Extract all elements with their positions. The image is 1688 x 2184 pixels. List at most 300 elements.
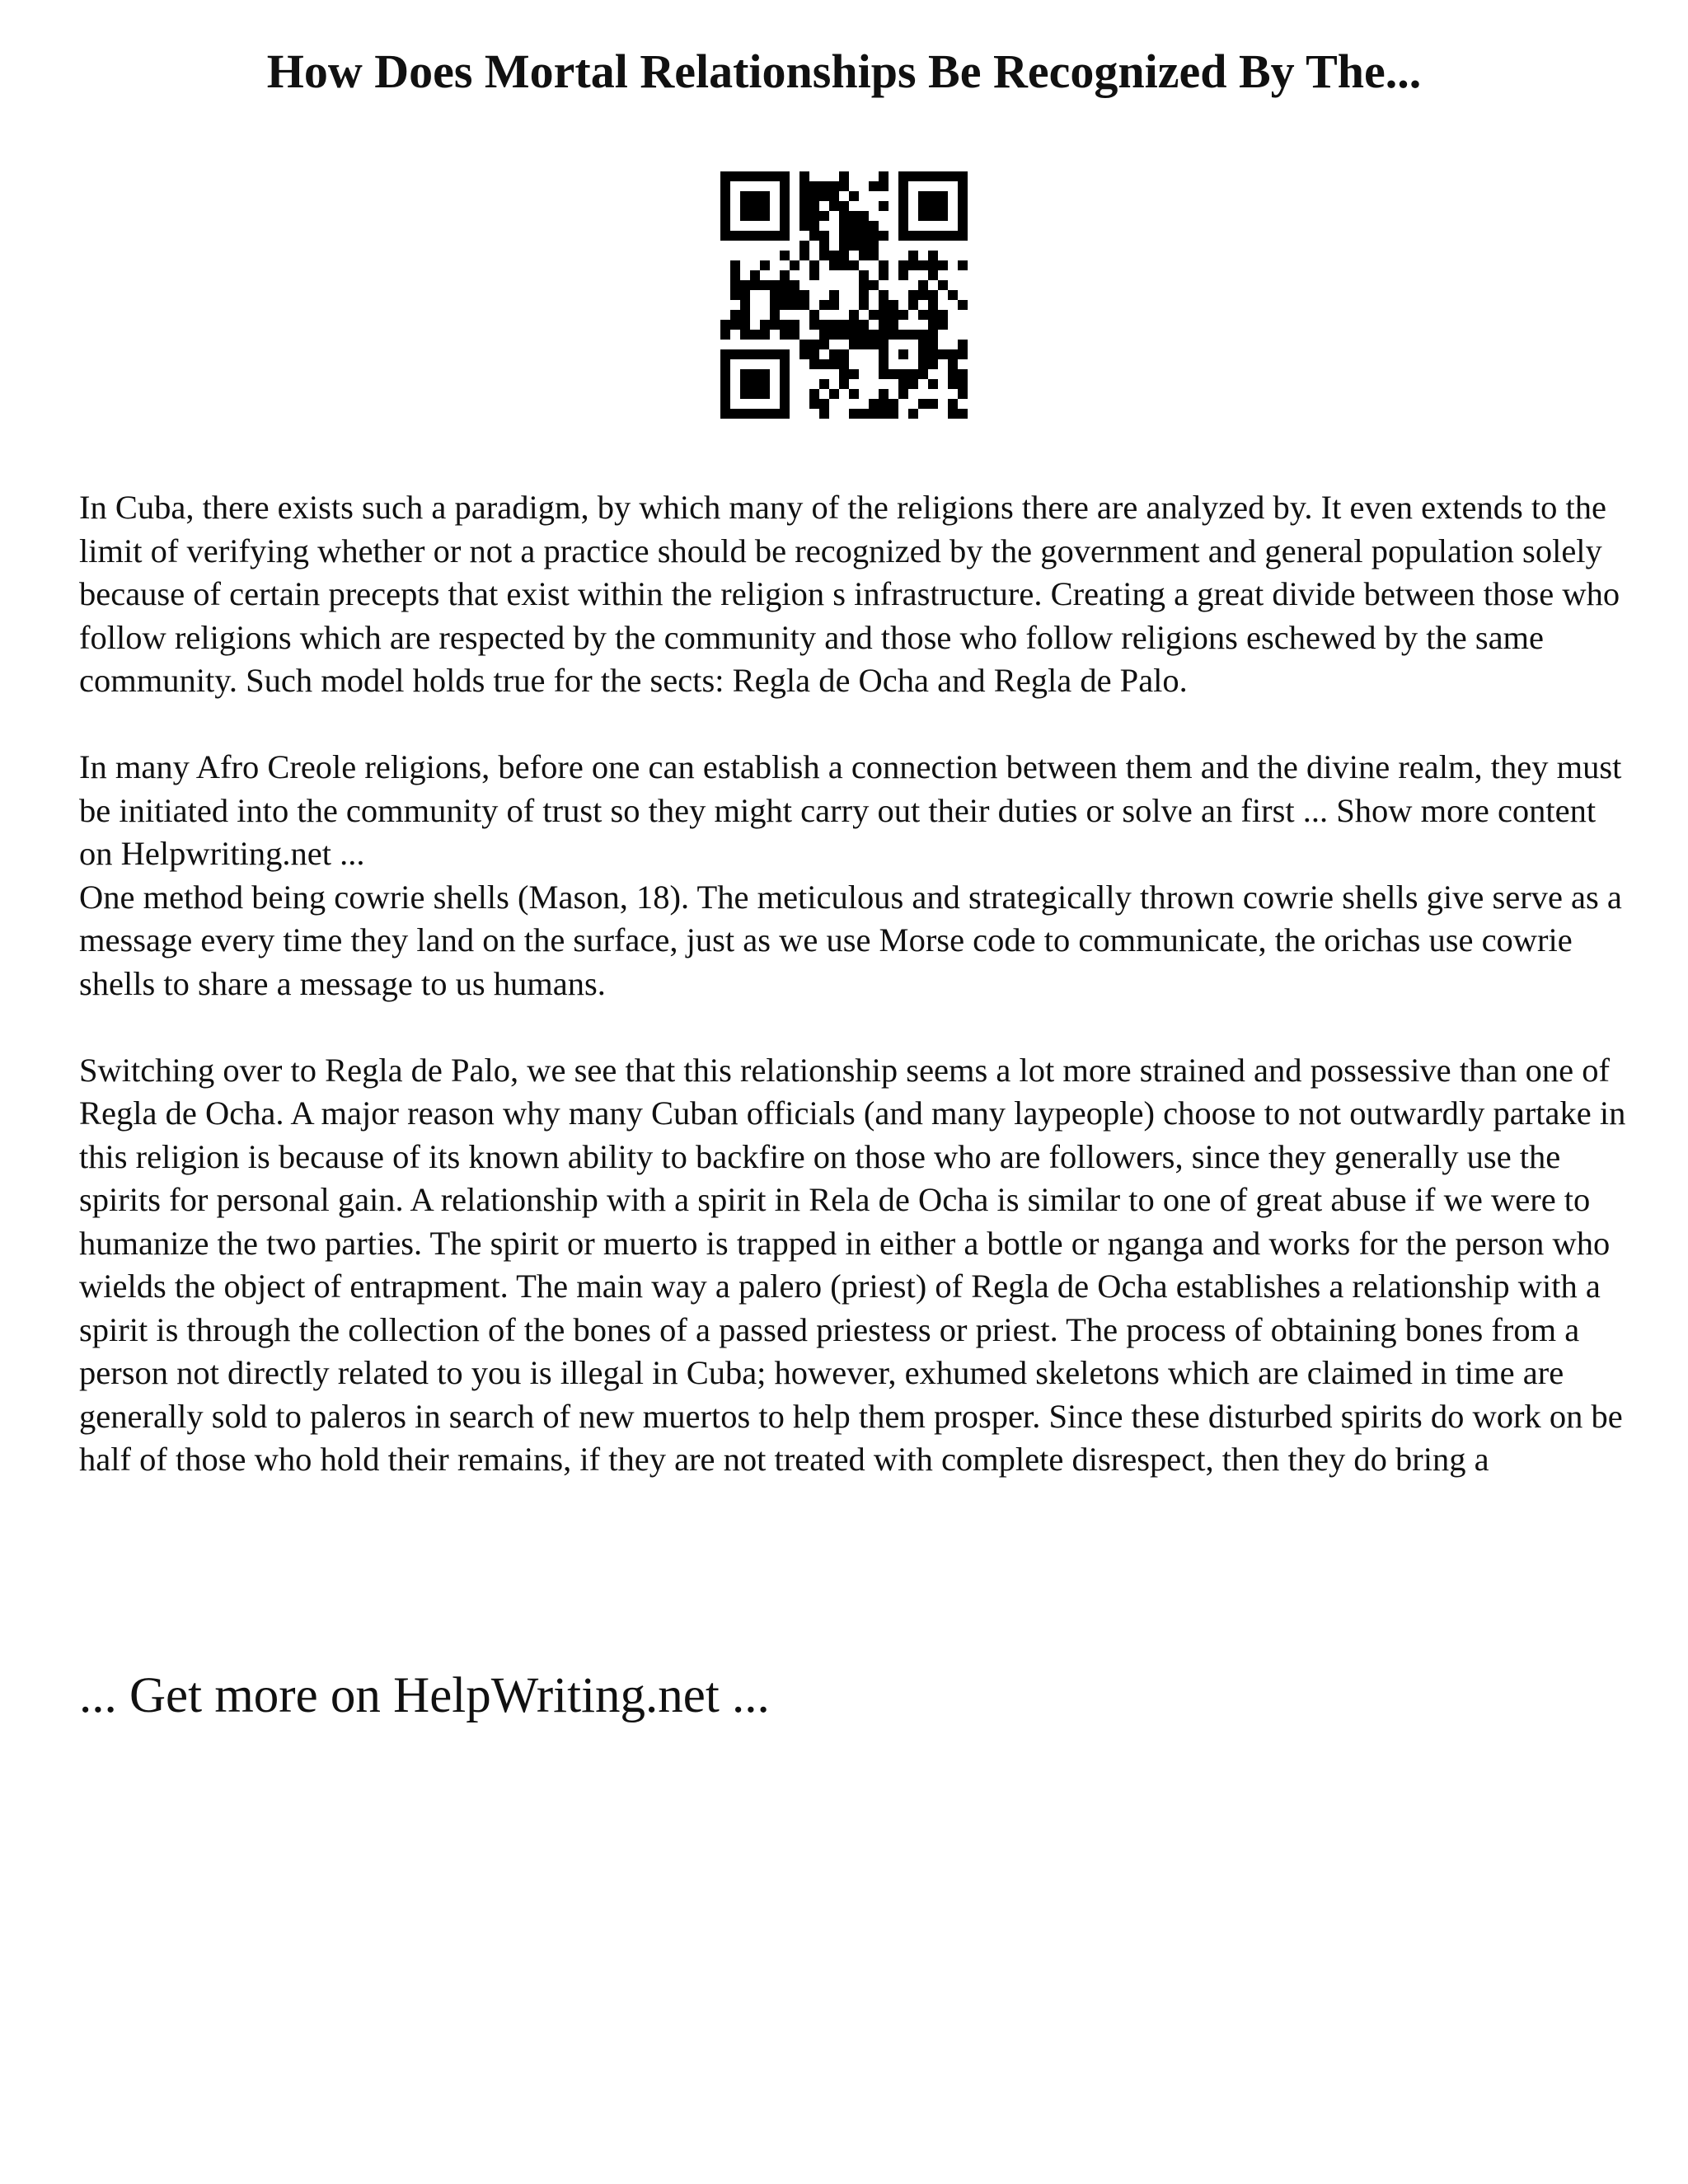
qr-module xyxy=(730,231,740,241)
qr-module xyxy=(869,241,879,251)
qr-module xyxy=(958,300,968,310)
qr-module xyxy=(859,409,869,419)
qr-module xyxy=(879,300,889,310)
paragraph-initiation: In many Afro Creole religions, before one can establish a connection between them and the divine realm, they must be initiated into the community of trust so they might carry out their duties or solve an first ... Show more content on Helpwriting.net ... xyxy=(79,748,1622,872)
qr-module xyxy=(859,280,869,290)
qr-module xyxy=(750,201,760,211)
qr-module xyxy=(948,171,958,181)
qr-module xyxy=(780,409,790,419)
qr-module xyxy=(889,409,898,419)
qr-module xyxy=(938,191,948,201)
qr-module xyxy=(839,330,849,340)
qr-module xyxy=(740,330,750,340)
qr-module xyxy=(958,379,968,389)
qr-module xyxy=(819,409,829,419)
qr-module xyxy=(720,221,730,231)
qr-module xyxy=(928,260,938,270)
qr-module xyxy=(740,389,750,399)
qr-module xyxy=(720,359,730,369)
qr-module xyxy=(750,280,760,290)
qr-module xyxy=(889,330,898,340)
qr-module xyxy=(859,270,869,280)
qr-module xyxy=(859,300,869,310)
qr-module xyxy=(918,201,928,211)
qr-module xyxy=(898,211,908,221)
qr-module xyxy=(879,260,889,270)
qr-module xyxy=(790,320,799,330)
qr-module xyxy=(928,201,938,211)
qr-module xyxy=(948,231,958,241)
qr-module xyxy=(740,409,750,419)
qr-module xyxy=(918,340,928,349)
qr-module xyxy=(869,231,879,241)
qr-module xyxy=(928,340,938,349)
qr-module xyxy=(918,211,928,221)
qr-module xyxy=(928,251,938,260)
qr-module xyxy=(849,369,859,379)
qr-module xyxy=(730,270,740,280)
qr-module xyxy=(770,300,780,310)
qr-module xyxy=(720,211,730,221)
qr-module xyxy=(760,231,770,241)
qr-module xyxy=(889,300,898,310)
qr-module xyxy=(879,330,889,340)
qr-module xyxy=(918,260,928,270)
qr-module xyxy=(760,369,770,379)
qr-module xyxy=(918,171,928,181)
qr-module xyxy=(918,359,928,369)
qr-module xyxy=(898,349,908,359)
qr-module xyxy=(839,201,849,211)
qr-module xyxy=(958,221,968,231)
qr-module xyxy=(879,359,889,369)
qr-module xyxy=(819,241,829,251)
qr-module xyxy=(928,290,938,300)
qr-module xyxy=(760,409,770,419)
qr-module xyxy=(819,191,829,201)
qr-module xyxy=(730,409,740,419)
qr-module xyxy=(928,310,938,320)
qr-module xyxy=(839,251,849,260)
qr-module xyxy=(898,201,908,211)
qr-module xyxy=(780,359,790,369)
qr-module xyxy=(780,300,790,310)
qr-module xyxy=(948,349,958,359)
qr-module xyxy=(740,201,750,211)
qr-module xyxy=(869,310,879,320)
qr-module xyxy=(948,359,958,369)
qr-module xyxy=(938,320,948,330)
qr-module xyxy=(809,310,819,320)
qr-module xyxy=(829,251,839,260)
qr-module xyxy=(799,290,809,300)
qr-module xyxy=(730,290,740,300)
qr-module xyxy=(839,260,849,270)
qr-module xyxy=(829,330,839,340)
qr-module xyxy=(918,290,928,300)
qr-module xyxy=(889,399,898,409)
qr-module xyxy=(720,379,730,389)
qr-module xyxy=(740,290,750,300)
qr-module xyxy=(879,320,889,330)
qr-module xyxy=(908,369,918,379)
qr-module xyxy=(918,191,928,201)
qr-module xyxy=(780,191,790,201)
qr-module xyxy=(849,241,859,251)
qr-module xyxy=(760,171,770,181)
document-body xyxy=(79,486,1629,1525)
qr-module xyxy=(809,349,819,359)
qr-module xyxy=(938,231,948,241)
qr-module xyxy=(958,231,968,241)
qr-module xyxy=(938,280,948,290)
qr-module xyxy=(799,191,809,201)
qr-module xyxy=(898,369,908,379)
qr-module xyxy=(948,369,958,379)
qr-module xyxy=(849,221,859,231)
qr-module xyxy=(740,280,750,290)
qr-module xyxy=(750,409,760,419)
qr-module xyxy=(879,201,889,211)
qr-module xyxy=(770,231,780,241)
qr-module xyxy=(799,349,809,359)
qr-module xyxy=(809,340,819,349)
qr-module xyxy=(908,300,918,310)
qr-module xyxy=(720,409,730,419)
qr-module xyxy=(879,409,889,419)
qr-module xyxy=(760,389,770,399)
qr-module xyxy=(889,369,898,379)
qr-module xyxy=(938,349,948,359)
qr-module xyxy=(928,320,938,330)
qr-module xyxy=(879,340,889,349)
qr-module xyxy=(928,270,938,280)
qr-module xyxy=(799,221,809,231)
qr-module xyxy=(849,191,859,201)
qr-module xyxy=(898,221,908,231)
qr-module xyxy=(790,300,799,310)
qr-module xyxy=(809,399,819,409)
qr-module xyxy=(839,211,849,221)
qr-module xyxy=(908,260,918,270)
page-title: How Does Mortal Relationships Be Recognized By The... xyxy=(266,45,1422,98)
qr-module xyxy=(829,349,839,359)
qr-module xyxy=(740,211,750,221)
qr-module xyxy=(958,349,968,359)
qr-module xyxy=(720,181,730,191)
qr-module xyxy=(928,211,938,221)
qr-module xyxy=(720,320,730,330)
qr-module xyxy=(799,251,809,260)
qr-module xyxy=(750,211,760,221)
qr-module xyxy=(770,290,780,300)
qr-module xyxy=(958,181,968,191)
qr-module xyxy=(879,369,889,379)
qr-module xyxy=(829,359,839,369)
qr-module xyxy=(799,201,809,211)
qr-module xyxy=(750,349,760,359)
get-more-link[interactable]: ... Get more on HelpWriting.net ... xyxy=(79,1668,770,1723)
qr-module xyxy=(799,211,809,221)
qr-module xyxy=(730,260,740,270)
qr-module xyxy=(879,231,889,241)
qr-module xyxy=(928,330,938,340)
qr-module xyxy=(928,399,938,409)
qr-module xyxy=(958,369,968,379)
qr-module xyxy=(938,201,948,211)
qr-module xyxy=(829,260,839,270)
qr-module xyxy=(780,369,790,379)
qr-module xyxy=(819,359,829,369)
qr-module xyxy=(928,349,938,359)
qr-module xyxy=(760,211,770,221)
qr-module xyxy=(928,300,938,310)
qr-module xyxy=(898,191,908,201)
qr-module xyxy=(889,320,898,330)
qr-module xyxy=(780,280,790,290)
qr-module xyxy=(948,399,958,409)
qr-module xyxy=(750,330,760,340)
qr-module xyxy=(740,379,750,389)
qr-module xyxy=(908,171,918,181)
qr-module xyxy=(760,280,770,290)
qr-module xyxy=(938,310,948,320)
qr-module xyxy=(859,290,869,300)
qr-module xyxy=(740,300,750,310)
qr-module xyxy=(859,221,869,231)
qr-module xyxy=(740,320,750,330)
qr-module xyxy=(879,270,889,280)
qr-module xyxy=(809,211,819,221)
qr-module xyxy=(908,409,918,419)
qr-module xyxy=(819,320,829,330)
qr-module xyxy=(938,260,948,270)
qr-module xyxy=(780,211,790,221)
qr-module xyxy=(869,280,879,290)
qr-module xyxy=(730,280,740,290)
qr-module xyxy=(740,171,750,181)
qr-module xyxy=(809,270,819,280)
qr-module xyxy=(958,201,968,211)
qr-module xyxy=(839,369,849,379)
qr-module xyxy=(780,171,790,181)
qr-module xyxy=(879,290,889,300)
qr-module xyxy=(730,349,740,359)
qr-module xyxy=(928,171,938,181)
qr-module xyxy=(750,379,760,389)
qr-module xyxy=(780,251,790,260)
qr-module xyxy=(869,221,879,231)
qr-module xyxy=(889,310,898,320)
qr-module xyxy=(780,231,790,241)
qr-module xyxy=(898,270,908,280)
qr-module xyxy=(948,409,958,419)
qr-module xyxy=(720,369,730,379)
qr-module xyxy=(918,310,928,320)
qr-module xyxy=(898,260,908,270)
qr-module xyxy=(740,369,750,379)
qr-module xyxy=(918,231,928,241)
qr-module xyxy=(750,389,760,399)
qr-module xyxy=(809,181,819,191)
qr-module xyxy=(780,181,790,191)
qr-module xyxy=(918,399,928,409)
qr-module xyxy=(819,399,829,409)
paragraph-regla-de-palo: Switching over to Regla de Palo, we see that this relationship seems a lot more strained and possessive than one of Regla de Ocha. A major reason why many Cuban officials (and many laypeople) choose to not outwardly partake in this religion is because of its known ability to backfire on those who are followers, since they generally use the spirits for personal gain. A relationship with a spirit in Rela de Ocha is similar to one of great abuse if we were to humanize the two parties. The spirit or muerto is trapped in either a bottle or nganga and works for the person who wields the object of entrapment. The main way a palero (priest) of Regla de Ocha establishes a relationship with a spirit is through the collection of the bones of a passed priestess or priest. The process of obtaining bones from a person not directly related to you is illegal in Cuba; however, exhumed skeletons which are claimed in time are generally sold to paleros in search of new muertos to help them prosper. Since these disturbed spirits do work on be half of those who hold their remains, if they are not treated with complete disrespect, then they do bring a xyxy=(79,1051,1626,1478)
qr-module xyxy=(809,231,819,241)
qr-module xyxy=(849,320,859,330)
qr-module xyxy=(908,379,918,389)
qr-module xyxy=(869,181,879,191)
qr-module xyxy=(829,201,839,211)
qr-module xyxy=(780,201,790,211)
qr-module xyxy=(819,330,829,340)
qr-module xyxy=(869,399,879,409)
qr-module xyxy=(849,330,859,340)
qr-module xyxy=(829,300,839,310)
qr-module xyxy=(770,349,780,359)
qr-module xyxy=(720,201,730,211)
qr-module xyxy=(898,379,908,389)
qr-module xyxy=(898,171,908,181)
qr-module xyxy=(750,270,760,280)
qr-module xyxy=(958,211,968,221)
qr-code-icon[interactable] xyxy=(720,171,968,419)
qr-module xyxy=(799,340,809,349)
qr-module xyxy=(799,171,809,181)
qr-module xyxy=(750,369,760,379)
qr-module xyxy=(740,349,750,359)
qr-module xyxy=(760,330,770,340)
qr-module xyxy=(849,409,859,419)
qr-module xyxy=(730,310,740,320)
qr-module xyxy=(740,191,750,201)
qr-module xyxy=(869,330,879,340)
qr-module xyxy=(809,260,819,270)
qr-module xyxy=(948,290,958,300)
qr-module xyxy=(918,280,928,290)
qr-module xyxy=(790,330,799,340)
paragraph-intro: In Cuba, there exists such a paradigm, by which many of the religions there are analyzed by. It even extends to the limit of verifying whether or not a practice should be recognized by the government and general population solely because of certain precepts that exist within the religion s infrastructure. Creating a great divide between those who follow religions which are respected by the community and those who follow religions eschewed by the same community. Such model holds true for the sects: Regla de Ocha and Regla de Palo. xyxy=(79,489,1620,699)
qr-module xyxy=(849,231,859,241)
qr-module xyxy=(879,399,889,409)
qr-module xyxy=(839,320,849,330)
qr-module xyxy=(928,379,938,389)
qr-module xyxy=(770,409,780,419)
qr-module xyxy=(770,320,780,330)
qr-module xyxy=(760,379,770,389)
qr-module xyxy=(928,359,938,369)
qr-module xyxy=(839,231,849,241)
qr-module xyxy=(809,191,819,201)
paragraph-cowrie-shells: One method being cowrie shells (Mason, 18). The meticulous and strategically thrown cowrie shells give serve as a message every time they land on the surface, just as we use Morse code to communicate, the orichas use cowrie shells to share a message to us humans. xyxy=(79,878,1622,1002)
qr-module xyxy=(849,310,859,320)
qr-module xyxy=(958,191,968,201)
qr-module xyxy=(928,231,938,241)
qr-module xyxy=(760,201,770,211)
qr-module xyxy=(780,270,790,280)
qr-module xyxy=(829,290,839,300)
qr-module xyxy=(849,260,859,270)
qr-module xyxy=(780,221,790,231)
qr-module xyxy=(839,359,849,369)
qr-module xyxy=(898,310,908,320)
qr-module xyxy=(720,349,730,359)
qr-module xyxy=(869,340,879,349)
qr-module xyxy=(898,389,908,399)
qr-module xyxy=(918,349,928,359)
qr-module xyxy=(869,251,879,260)
qr-module xyxy=(849,340,859,349)
qr-module xyxy=(720,389,730,399)
qr-module xyxy=(908,251,918,260)
qr-module xyxy=(819,340,829,349)
qr-module xyxy=(770,280,780,290)
qr-module xyxy=(740,231,750,241)
qr-module xyxy=(829,191,839,201)
qr-module xyxy=(898,181,908,191)
qr-module xyxy=(760,320,770,330)
qr-module xyxy=(879,389,889,399)
qr-module xyxy=(859,231,869,241)
qr-module xyxy=(819,251,829,260)
qr-module xyxy=(908,290,918,300)
qr-module xyxy=(790,280,799,290)
qr-module xyxy=(780,330,790,340)
qr-module xyxy=(819,211,829,221)
qr-module xyxy=(859,241,869,251)
qr-module xyxy=(730,320,740,330)
qr-module xyxy=(958,409,968,419)
qr-module xyxy=(809,389,819,399)
qr-module xyxy=(879,310,889,320)
qr-module xyxy=(720,399,730,409)
qr-module xyxy=(869,409,879,419)
qr-module xyxy=(849,211,859,221)
qr-module xyxy=(720,191,730,201)
qr-module xyxy=(829,181,839,191)
qr-module xyxy=(740,310,750,320)
qr-module xyxy=(879,171,889,181)
qr-module xyxy=(859,211,869,221)
qr-module xyxy=(750,171,760,181)
qr-module xyxy=(879,349,889,359)
qr-module xyxy=(898,330,908,340)
qr-module xyxy=(770,310,780,320)
qr-module xyxy=(958,171,968,181)
qr-module xyxy=(839,241,849,251)
qr-module xyxy=(720,171,730,181)
qr-module xyxy=(958,389,968,399)
qr-module xyxy=(898,231,908,241)
qr-module xyxy=(819,379,829,389)
qr-module xyxy=(780,290,790,300)
qr-module xyxy=(760,349,770,359)
qr-module xyxy=(799,241,809,251)
qr-module xyxy=(790,260,799,270)
qr-module xyxy=(799,181,809,191)
qr-module xyxy=(829,320,839,330)
qr-module xyxy=(790,290,799,300)
qr-module xyxy=(809,359,819,369)
qr-module xyxy=(879,181,889,191)
qr-module xyxy=(819,231,829,241)
qr-module xyxy=(938,171,948,181)
qr-module xyxy=(908,330,918,340)
qr-module xyxy=(918,330,928,340)
qr-module xyxy=(859,340,869,349)
qr-module xyxy=(809,201,819,211)
